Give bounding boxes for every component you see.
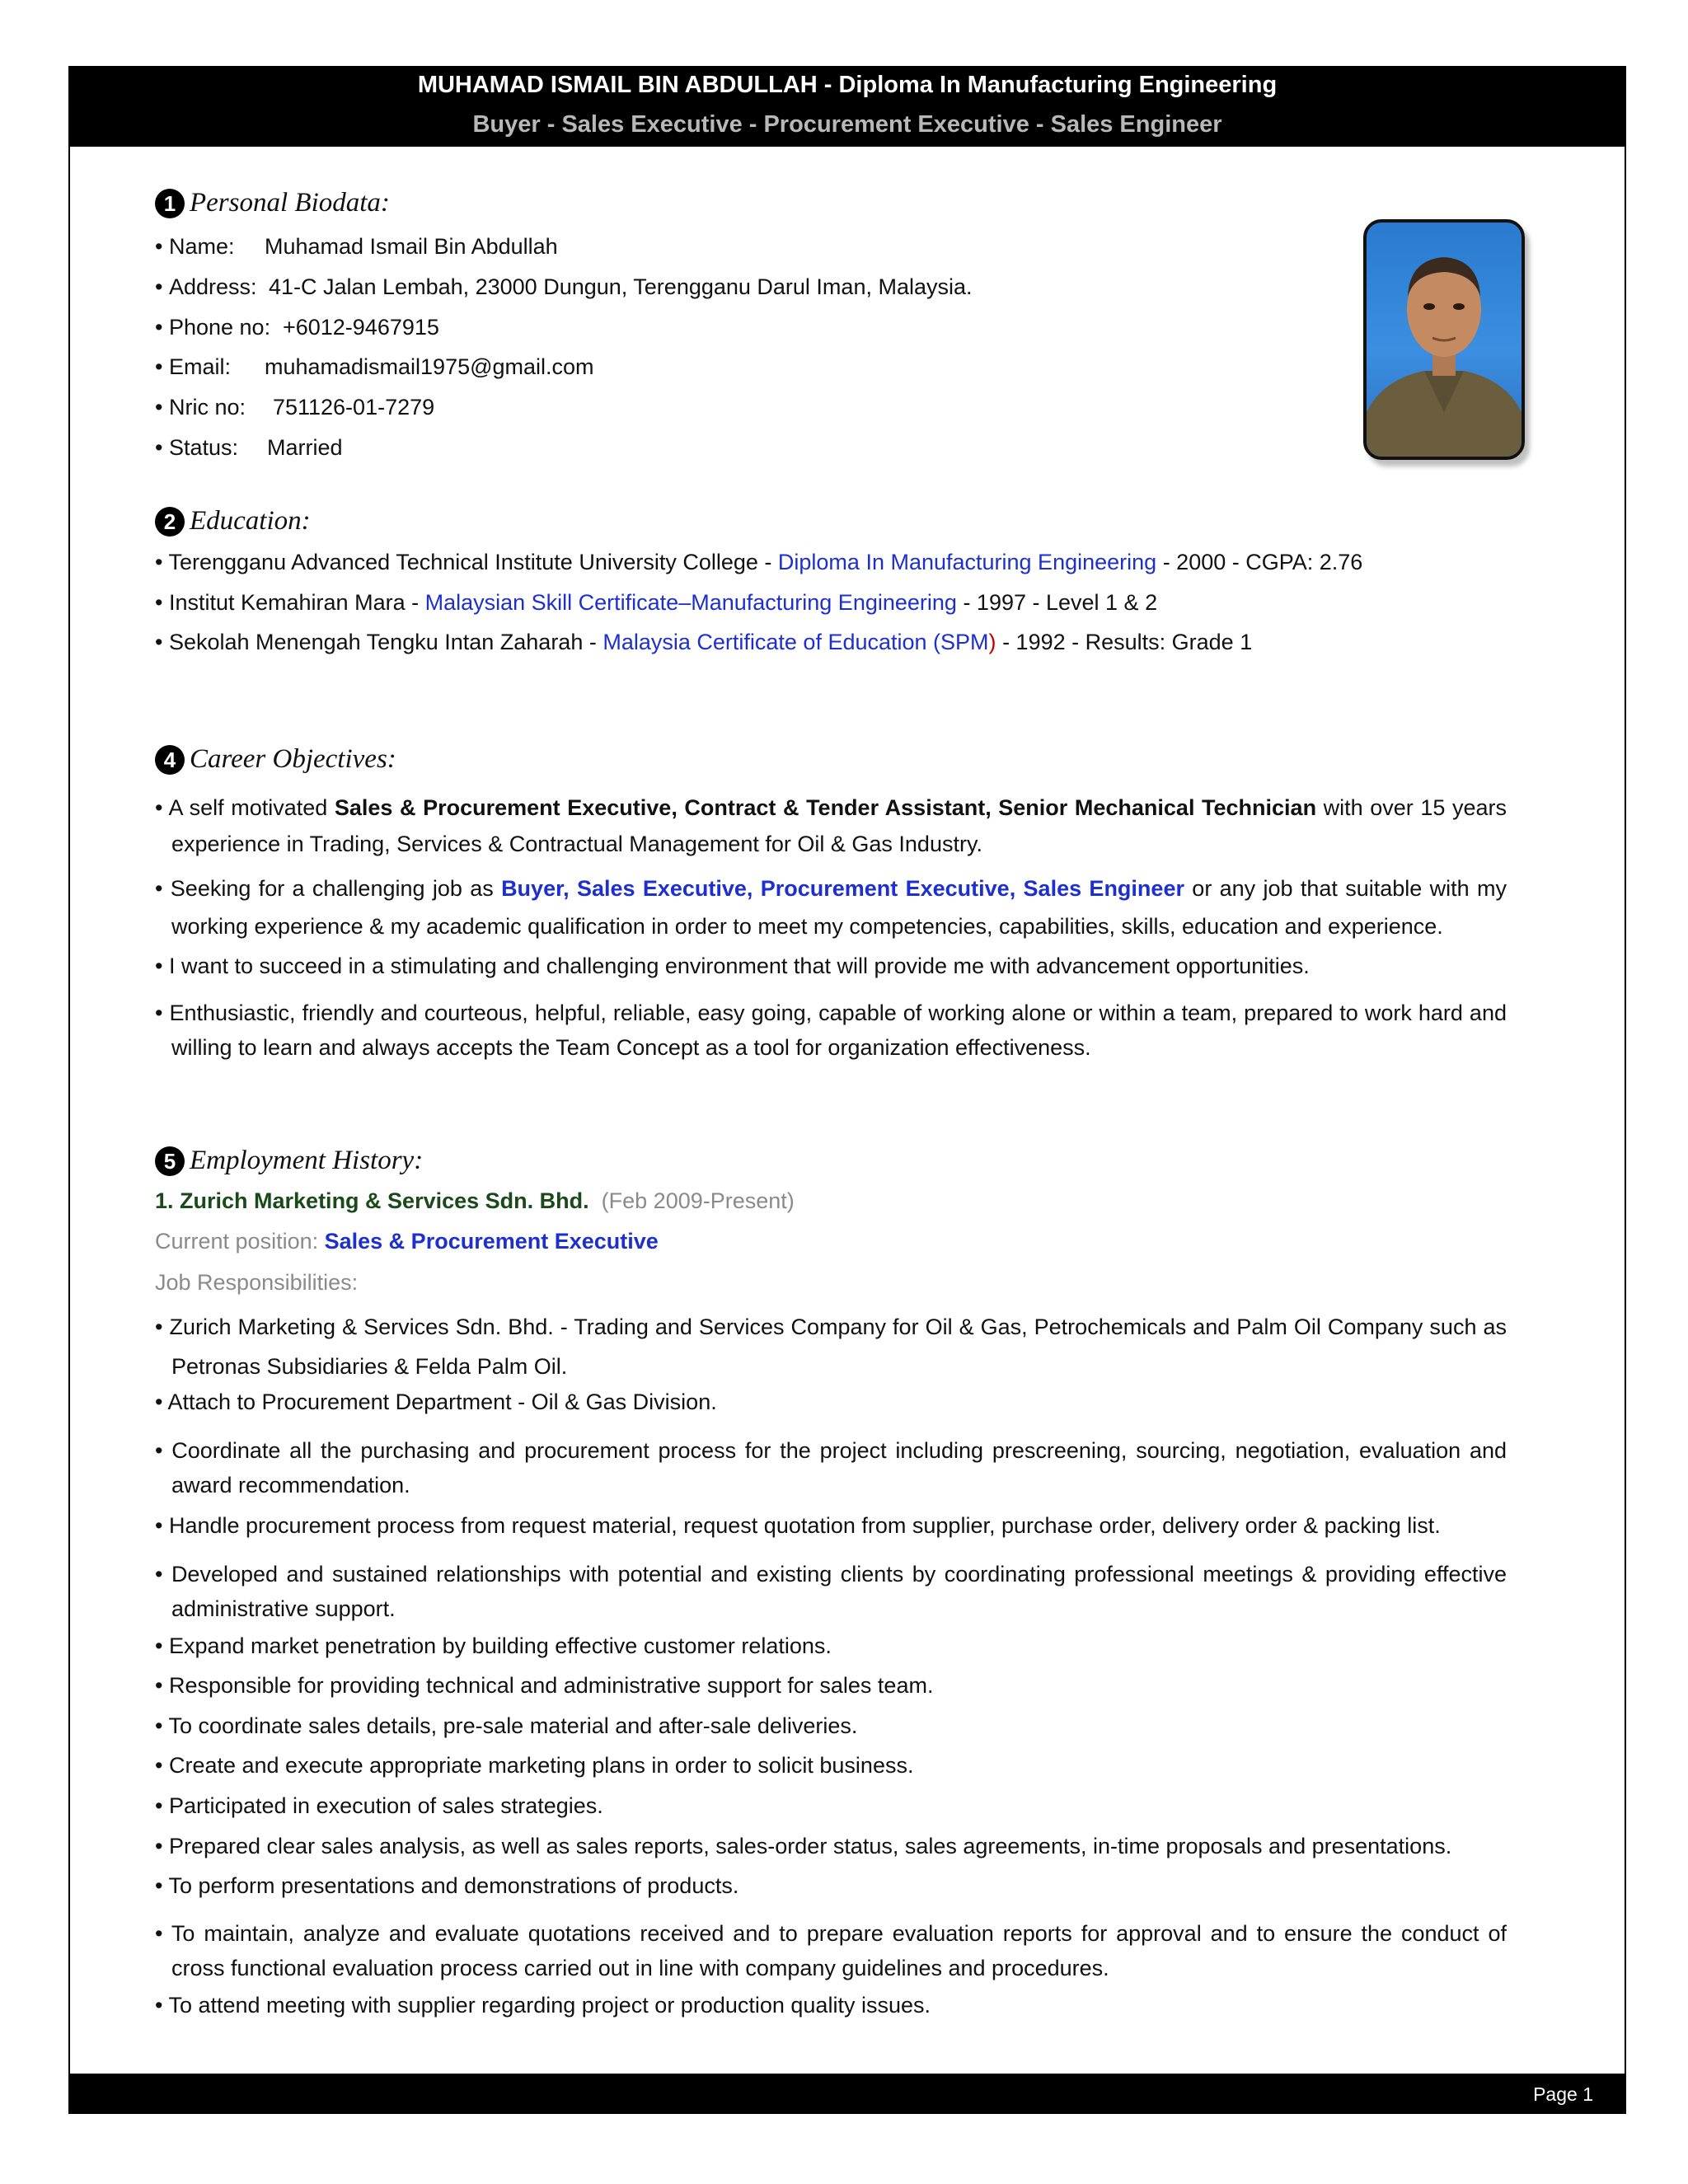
responsibilities-label — [155, 1268, 358, 1296]
responsibility-item: • Developed and sustained relationships with potential and existing clients by coordinating professional meetings & providing effective administrative support. — [155, 1562, 1507, 1621]
section-title-employment — [155, 1146, 423, 1176]
position-title: Sales & Procurement Executive — [324, 1229, 659, 1254]
objective-text: or any job that suitable with my working experience & my academic qualification in order to meet my competencies, capabilities, skills, education and experience. — [171, 876, 1507, 939]
responsibility-text: To maintain, analyze and evaluate quotations received and to prepare evaluation reports for approval and to ensure the conduct of cross functional evaluation process carried out in line with company guidelines and procedures. — [171, 1921, 1507, 1980]
responsibility-item: • Prepared clear sales analysis, as well as sales reports, sales-order status, sales agreements, in-time proposals and presentations. — [155, 1834, 1452, 1858]
header-title: MUHAMAD ISMAIL BIN ABDULLAH - Diploma In Manufacturing Engineering — [417, 72, 1278, 98]
label: Phone no: — [168, 315, 271, 340]
section-number-badge: 5 — [155, 1146, 185, 1176]
course-name: Diploma In Manufacturing Engineering — [777, 550, 1157, 574]
company-name: 1. Zurich Marketing & Services Sdn. Bhd. — [155, 1188, 589, 1213]
label: Status: — [168, 435, 239, 460]
section-number-badge: 4 — [155, 745, 185, 775]
education-item: • Sekolah Menengah Tengku Intan Zaharah - Malaysia Certificate of Education (SPM) - 1992 - Results: Grade 1 — [155, 630, 1253, 654]
employer-row — [155, 1187, 795, 1215]
school-name: Institut Kemahiran Mara — [168, 590, 406, 615]
biodata-email-row: • Email: muhamadismail1975@gmail.com — [155, 354, 594, 379]
label: Name: — [168, 234, 235, 259]
value: muhamadismail1975@gmail.com — [264, 354, 594, 379]
education-detail: - 1997 - Level 1 & 2 — [963, 590, 1158, 615]
responsibility-text: Create and execute appropriate marketing plans in order to solicit business. — [168, 1753, 914, 1778]
education-item: • Terengganu Advanced Technical Institute University College - Diploma In Manufacturing Engineering - 2000 - CGPA: 2.76 — [155, 550, 1363, 574]
position-label: Current position: — [155, 1229, 319, 1254]
page-number: Page 1 — [1533, 2083, 1593, 2105]
section-number-badge: 2 — [155, 507, 185, 537]
label: Address: — [168, 274, 257, 299]
responsibility-item: • Coordinate all the purchasing and procurement process for the project including prescreening, sourcing, negotiation, evaluation and award recommendation. — [155, 1438, 1507, 1497]
profile-photo-image — [1367, 223, 1522, 457]
education-detail: - 2000 - CGPA: 2.76 — [1162, 550, 1363, 574]
responsibility-text: Expand market penetration by building effective customer relations. — [168, 1633, 832, 1658]
responsibility-item: • To maintain, analyze and evaluate quotations received and to prepare evaluation reports for approval and to ensure the conduct of cross functional evaluation process carried out in line with company guidelines and procedures. — [155, 1921, 1507, 1980]
objective-item: • Seeking for a challenging job as Buyer, Sales Executive, Procurement Executive, Sales Engineer or any job that suitable with my working experience & my academic qualification in order to meet my competencies, capabilities, skills, education and experience. — [155, 876, 1507, 939]
profile-photo — [1363, 219, 1525, 460]
responsibility-text: To attend meeting with supplier regarding project or production quality issues. — [168, 1993, 931, 2018]
section-title-objectives — [155, 744, 396, 775]
responsibility-item: • Responsible for providing technical and administrative support for sales team. — [155, 1673, 934, 1698]
value: Married — [266, 435, 343, 460]
course-name: Malaysian Skill Certificate–Manufacturing Engineering — [424, 590, 957, 615]
label: Email: — [168, 354, 231, 379]
responsibility-item: • To perform presentations and demonstrations of products. — [155, 1873, 739, 1898]
school-name: Terengganu Advanced Technical Institute University College — [168, 550, 758, 574]
biodata-status-row: • Status: Married — [155, 435, 343, 460]
objective-item: • Enthusiastic, friendly and courteous, helpful, reliable, easy going, capable of working alone or within a team, prepared to work hard and willing to learn and always accepts the Team Concept as a tool for organization effectiveness. — [155, 1001, 1507, 1060]
objective-text: with over 15 years experience in Trading, Services & Contractual Management for Oil & Gas Industry. — [171, 795, 1507, 856]
position-row — [155, 1227, 659, 1255]
section-title-education — [155, 506, 311, 537]
objective-text: Enthusiastic, friendly and courteous, helpful, reliable, easy going, capable of working alone or within a team, prepared to work hard and willing to learn and always accepts the Team Concept as a tool for organization effectiveness. — [169, 1001, 1507, 1060]
responsibility-text: To coordinate sales details, pre-sale material and after-sale deliveries. — [168, 1713, 858, 1738]
school-name: Sekolah Menengah Tengku Intan Zaharah — [168, 630, 584, 654]
responsibility-item: • Attach to Procurement Department - Oil & Gas Division. — [155, 1390, 717, 1414]
biodata-name-row: • Name: Muhamad Ismail Bin Abdullah — [155, 234, 558, 259]
responsibility-item: • Handle procurement process from request material, request quotation from supplier, purchase order, delivery order & packing list. — [155, 1513, 1441, 1538]
objective-text: I want to succeed in a stimulating and challenging environment that will provide me with advancement opportunities. — [168, 954, 1310, 978]
value: 751126-01-7279 — [272, 395, 435, 419]
education-item: • Institut Kemahiran Mara - Malaysian Skill Certificate–Manufacturing Engineering - 1997 - Level 1 & 2 — [155, 590, 1158, 615]
responsibility-text: Responsible for providing technical and administrative support for sales team. — [168, 1673, 934, 1698]
responsibility-text: Prepared clear sales analysis, as well as sales reports, sales-order status, sales agreements, in-time proposals and presentations. — [168, 1834, 1452, 1858]
responsibility-text: Zurich Marketing & Services Sdn. Bhd. - Trading and Services Company for Oil & Gas, Petrochemicals and Palm Oil Company such as Petronas Subsidiaries & Felda Palm Oil. — [169, 1315, 1507, 1379]
objective-target-roles: Buyer, Sales Executive, Procurement Executive, Sales Engineer — [501, 876, 1184, 901]
section-number-badge: 1 — [155, 189, 185, 218]
section-title-text: Employment History: — [190, 1146, 424, 1175]
biodata-nric-row: • Nric no: 751126-01-7279 — [155, 395, 435, 419]
section-title-text: Career Objectives: — [190, 744, 396, 774]
objective-text: Seeking for a challenging job as — [170, 876, 502, 901]
education-detail: - 1992 - Results: Grade 1 — [1002, 630, 1253, 654]
footer-bar — [68, 2074, 1626, 2114]
responsibility-item: • Create and execute appropriate marketing plans in order to solicit business. — [155, 1753, 914, 1778]
course-name: Malaysia Certificate of Education (SPM — [603, 630, 989, 654]
responsibility-text: To perform presentations and demonstrations of products. — [168, 1873, 739, 1898]
responsibility-item: • To coordinate sales details, pre-sale material and after-sale deliveries. — [155, 1713, 858, 1738]
responsibility-item: • Zurich Marketing & Services Sdn. Bhd. - Trading and Services Company for Oil & Gas, Petrochemicals and Palm Oil Company such as Petronas Subsidiaries & Felda Palm Oil. — [155, 1315, 1507, 1379]
section-title-text: Personal Biodata: — [190, 188, 390, 218]
responsibility-text: Handle procurement process from request material, request quotation from supplier, purchase order, delivery order & packing list. — [168, 1513, 1441, 1538]
biodata-address-row: • Address: 41-C Jalan Lembah, 23000 Dungun, Terengganu Darul Iman, Malaysia. — [155, 274, 973, 299]
responsibilities-heading: Job Responsibilities: — [155, 1270, 359, 1295]
employment-period: (Feb 2009-Present) — [601, 1188, 795, 1213]
responsibility-item: • Participated in execution of sales strategies. — [155, 1793, 603, 1818]
responsibility-item: • Expand market penetration by building effective customer relations. — [155, 1633, 832, 1658]
objective-roles: Sales & Procurement Executive, Contract & Tender Assistant, Senior Mechanical Technician — [334, 795, 1317, 820]
biodata-phone-row: • Phone no: +6012-9467915 — [155, 315, 439, 340]
section-title-text: Education: — [190, 506, 311, 536]
responsibility-text: Attach to Procurement Department - Oil & Gas Division. — [167, 1390, 717, 1414]
course-paren: ) — [988, 630, 996, 654]
header-subtitle: Buyer - Sales Executive - Procurement Executive - Sales Engineer — [472, 111, 1222, 138]
value: +6012-9467915 — [282, 315, 439, 340]
value: Muhamad Ismail Bin Abdullah — [264, 234, 558, 259]
responsibility-text: Participated in execution of sales strategies. — [168, 1793, 603, 1818]
value: 41-C Jalan Lembah, 23000 Dungun, Terengganu Darul Iman, Malaysia. — [268, 274, 973, 299]
section-title-personal — [155, 188, 390, 218]
objective-text: A self motivated — [168, 795, 335, 820]
header-bar — [68, 66, 1626, 147]
responsibility-text: Developed and sustained relationships with potential and existing clients by coordinating professional meetings & providing effective administrative support. — [171, 1562, 1507, 1621]
objective-item: • I want to succeed in a stimulating and challenging environment that will provide me with advancement opportunities. — [155, 954, 1310, 978]
label: Nric no: — [168, 395, 246, 419]
objective-item: • A self motivated Sales & Procurement Executive, Contract & Tender Assistant, Senior Mechanical Technician with over 15 years experience in Trading, Services & Contractual Management for Oil & Gas Industry. — [155, 795, 1507, 856]
responsibility-text: Coordinate all the purchasing and procurement process for the project including prescreening, sourcing, negotiation, evaluation and award recommendation. — [171, 1438, 1507, 1497]
responsibility-item: • To attend meeting with supplier regarding project or production quality issues. — [155, 1993, 931, 2018]
